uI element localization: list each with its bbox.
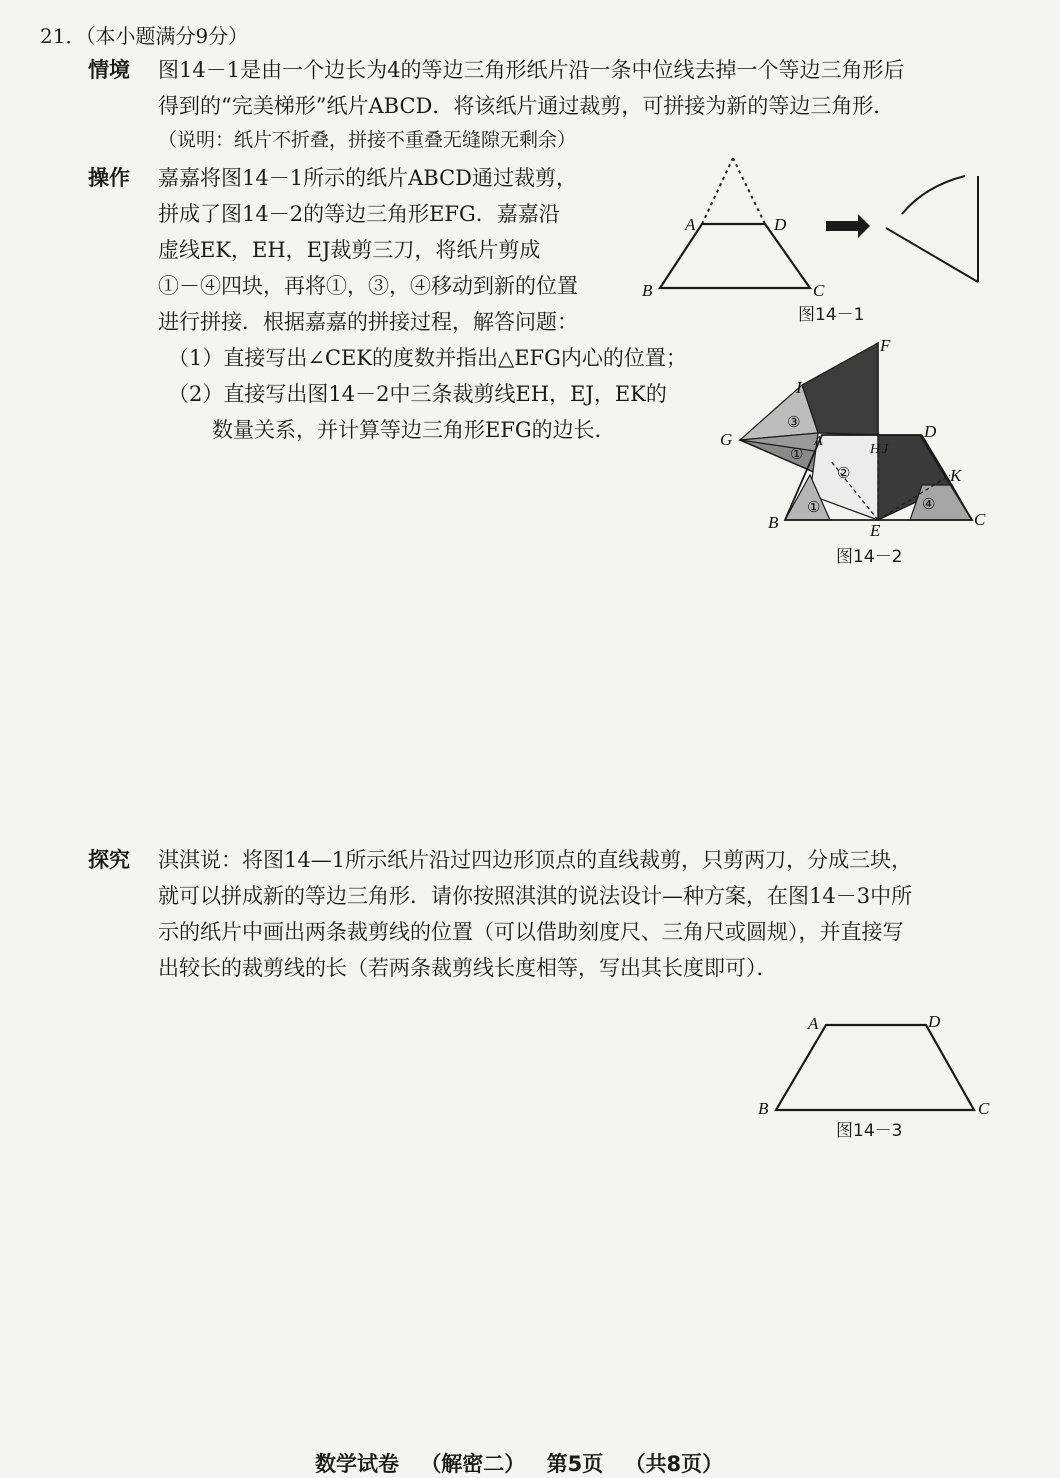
operation-question-2-line-1: （2）直接写出图14－2中三条裁剪线EH，EJ，EK的 — [168, 382, 667, 406]
operation-line-1: 嘉嘉将图14－1所示的纸片ABCD通过裁剪， — [158, 166, 577, 190]
fig2-label-e: E — [870, 521, 881, 540]
scenario-line-2: 得到的“完美梯形”纸片ABCD．将该纸片通过裁剪，可拼接为新的等边三角形． — [158, 94, 895, 118]
fig2-piece-label-1-lower: ① — [807, 500, 821, 516]
explore-line-3: 示的纸片中画出两条裁剪线的位置（可以借助刻度尺、三角尺或圆规），并直接写 — [158, 920, 904, 944]
operation-question-1: （1）直接写出∠CEK的度数并指出△EFG内心的位置； — [168, 346, 687, 370]
fig2-piece-label-2: ② — [837, 466, 851, 482]
fig2-label-f: F — [880, 336, 891, 355]
fig1-label-a: A — [685, 215, 696, 234]
fig1-removed-left-edge — [702, 158, 733, 224]
question-header — [40, 18, 248, 54]
explore-line-1: 淇淇说：将图14—1所示纸片沿过四边形顶点的直线裁剪，只剪两刀，分成三块， — [158, 848, 913, 872]
fig1-sketch-arc — [902, 176, 965, 214]
footer-total: （共8页） — [624, 1452, 724, 1476]
fig1-sketch-base — [886, 228, 978, 282]
fig1-trapezoid — [660, 224, 810, 288]
fig2-label-k: K — [950, 466, 962, 485]
fig2-label-b: B — [768, 513, 779, 532]
operation-line-4: ①－④四块，再将①，③，④移动到新的位置 — [158, 274, 578, 298]
fig1-label-d: D — [774, 215, 787, 234]
fig1-label-b: B — [642, 281, 653, 300]
operation-question-2-line-2: 数量关系，并计算等边三角形EFG的边长． — [212, 418, 616, 442]
footer-subject: 数学试卷 — [315, 1452, 399, 1476]
fig2-label-g: G — [720, 430, 733, 449]
footer-page: 第5页 — [546, 1452, 604, 1476]
footer — [315, 1448, 723, 1478]
question-number: 21． — [40, 24, 86, 48]
figure-14-3-caption: 图14－3 — [836, 1121, 903, 1141]
fig2-label-a: A — [814, 434, 823, 449]
figure-14-1-caption: 图14－1 — [798, 305, 865, 325]
figure-14-2 — [710, 335, 1010, 545]
fig2-label-d: D — [924, 422, 937, 441]
fig2-piece-label-4: ④ — [922, 497, 936, 513]
explore-line-2: 就可以拼成新的等边三角形．请你按照淇淇的说法设计—种方案，在图14－3中所 — [158, 884, 913, 908]
scenario-label: 情境 — [88, 58, 130, 82]
fig2-label-i: I — [796, 378, 802, 397]
fig2-piece-label-3: ③ — [787, 415, 801, 431]
fig3-label-a: A — [808, 1014, 819, 1033]
fig2-label-c: C — [974, 510, 986, 529]
fig3-trapezoid — [776, 1025, 974, 1110]
scenario-line-1: 图14－1是由一个边长为4的等边三角形纸片沿一条中位线去掉一个等边三角形后 — [158, 58, 905, 82]
scenario-note: （说明：纸片不折叠，拼接不重叠无缝隙无剩余） — [158, 129, 577, 151]
fig2-piece-label-1: ① — [790, 447, 804, 463]
fig2-label-h: H — [870, 442, 881, 457]
operation-line-2: 拼成了图14－2的等边三角形EFG．嘉嘉沿 — [158, 202, 560, 226]
figure-14-3 — [750, 1005, 1010, 1125]
operation-line-5: 进行拼接．根据嘉嘉的拼接过程，解答问题： — [158, 310, 578, 334]
fig1-removed-right-edge — [733, 158, 765, 224]
figure-14-2-caption: 图14－2 — [836, 547, 903, 567]
fig3-label-d: D — [928, 1012, 941, 1031]
fig2-label-j: J — [882, 442, 889, 457]
fig3-label-c: C — [978, 1099, 990, 1118]
arrow-icon — [826, 214, 870, 238]
question-points: （本小题满分9分） — [85, 24, 249, 48]
fig1-label-c: C — [813, 281, 825, 300]
footer-edition: （解密二） — [420, 1452, 526, 1476]
fig3-label-b: B — [758, 1099, 769, 1118]
explore-line-4: 出较长的裁剪线的长（若两条裁剪线长度相等，写出其长度即可）． — [158, 956, 778, 980]
explore-label: 探究 — [88, 848, 130, 872]
operation-line-3: 虚线EK，EH，EJ裁剪三刀，将纸片剪成 — [158, 238, 541, 262]
operation-label: 操作 — [88, 166, 130, 190]
